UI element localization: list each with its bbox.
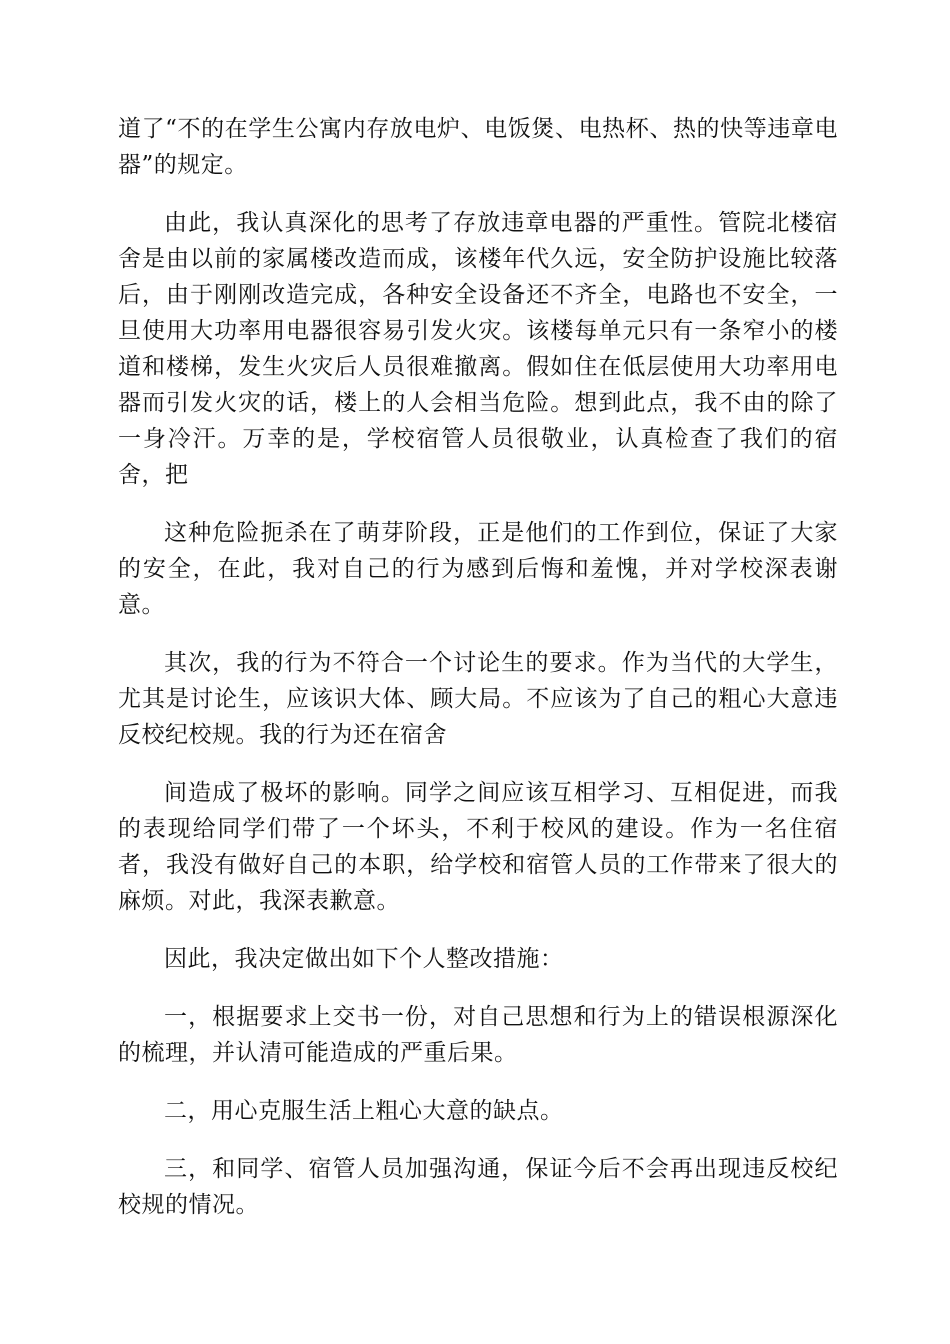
measure-item-2: 二，用心克服生活上粗心大意的缺点。 (164, 1098, 564, 1124)
paragraph: 由此，我认真深化的思考了存放违章电器的严重性。管院北楼宿舍是由以前的家属楼改造而成，该楼年代久远，安全防护设施比较落后，由于刚刚改造完成，各种安全设备还不齐全，电路也不安全，一旦使用大功率用电器很容易引发火灾。该楼每单元只有一条窄小的楼道和楼梯，发生火灾后人员很难撤离。假如住在低层使用大功率用电器而引发火灾的话，楼上的人会相当危险。想到此点，我不由的除了一身冷汗。万幸的是，学校宿管人员很敬业，认真检查了我们的宿舍，把 (118, 210, 838, 488)
paragraph-continuation: 道了“不的在学生公寓内存放电炉、电饭煲、电热杯、热的快等违章电器”的规定。 (118, 116, 838, 178)
paragraph: 因此，我决定做出如下个人整改措施： (164, 946, 564, 972)
paragraph: 其次，我的行为不符合一个讨论生的要求。作为当代的大学生，尤其是讨论生，应该识大体、顾大局。不应该为了自己的粗心大意违反校纪校规。我的行为还在宿舍 (118, 650, 838, 748)
measure-item-3: 三，和同学、宿管人员加强沟通，保证今后不会再出现违反校纪校规的情况。 (118, 1156, 838, 1218)
paragraph: 间造成了极坏的影响。同学之间应该互相学习、互相促进，而我的表现给同学们带了一个坏头，不利于校风的建设。作为一名住宿者，我没有做好自己的本职，给学校和宿管人员的工作带来了很大的麻烦。对此，我深表歉意。 (118, 780, 838, 914)
document-body (118, 111, 838, 1245)
measure-item-1: 一，根据要求上交书一份，对自己思想和行为上的错误根源深化的梳理，并认清可能造成的严重后果。 (118, 1004, 838, 1066)
paragraph: 这种危险扼杀在了萌芽阶段，正是他们的工作到位，保证了大家的安全，在此，我对自己的行为感到后悔和羞愧，并对学校深表谢意。 (118, 520, 838, 618)
